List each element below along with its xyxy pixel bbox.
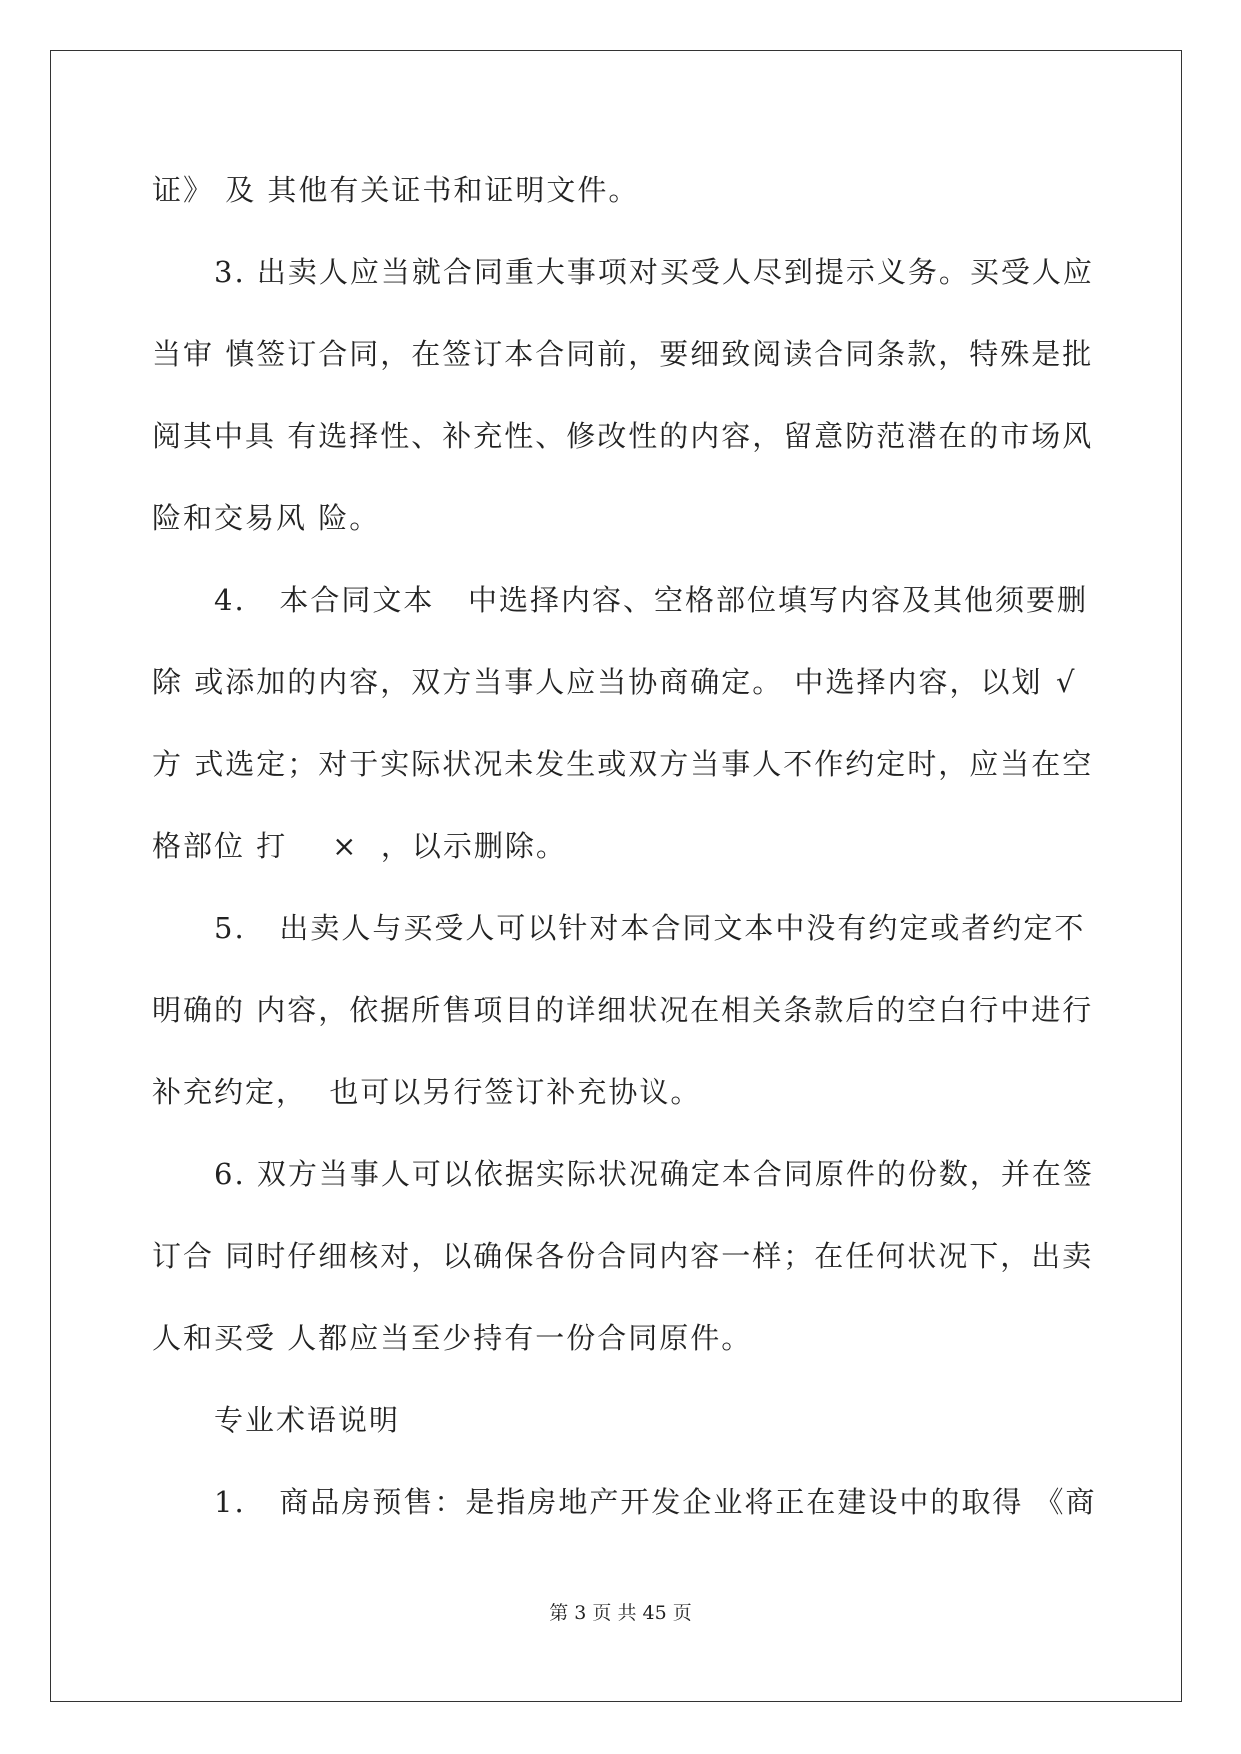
line-text: 方 式选定；对于实际状况未发生或双方当事人不作约定时，应当在空 [152,747,1094,781]
checkmark-symbol: √ [1056,665,1077,699]
text-line [0,416,1241,456]
line-text: 险和交易风 险。 [152,501,381,535]
text-line [0,252,1241,292]
text-line [0,170,1241,210]
line-text: 补充约定， 也可以另行签订补充协议。 [152,1075,702,1109]
section-heading [0,1400,1241,1440]
text-line [0,1236,1241,1276]
line-text: 1. 商品房预售：是指房地产开发企业将正在建设中的取得 《商 [214,1485,1097,1519]
line-text: 阅其中具 有选择性、补充性、修改性的内容，留意防范潜在的市场风 [152,419,1094,453]
line-text: 5. 出卖人与买受人可以针对本合同文本中没有约定或者约定不 [214,911,1086,945]
text-line [0,498,1241,538]
line-text: 当审 慎签订合同，在签订本合同前，要细致阅读合同条款，特殊是批 [152,337,1094,371]
text-line [0,1072,1241,1112]
line-text: 订合 同时仔细核对，以确保各份合同内容一样；在任何状况下，出卖 [152,1239,1094,1273]
text-line [0,744,1241,784]
text-line [0,662,1241,702]
line-text: 除 或添加的内容，双方当事人应当协商确定。 中选择内容，以划 [152,665,1043,699]
page-border [50,50,1182,1702]
text-line [0,1318,1241,1358]
line-text: 3. 出卖人应当就合同重大事项对买受人尽到提示义务。买受人应 [214,255,1094,289]
line-text: 4. 本合同文本 中选择内容、空格部位填写内容及其他须要删 [214,583,1088,617]
text-line [0,826,1241,866]
text-line [0,908,1241,948]
line-text: 6. 双方当事人可以依据实际状况确定本合同原件的份数，并在签 [214,1157,1094,1191]
line-text: 明确的 内容，依据所售项目的详细状况在相关条款后的空白行中进行 [152,993,1094,1027]
line-text: 证》 及 其他有关证书和证明文件。 [152,173,640,207]
heading-text: 专业术语说明 [214,1403,401,1437]
text-line [0,1482,1241,1522]
text-line [0,1154,1241,1194]
line-text: 人和买受 人都应当至少持有一份合同原件。 [152,1321,753,1355]
text-line [0,990,1241,1030]
page-footer: 第 3 页 共 45 页 [549,1602,692,1624]
line-text: 格部位 打 × ，以示删除。 [152,829,567,863]
text-line [0,580,1241,620]
text-line [0,334,1241,374]
